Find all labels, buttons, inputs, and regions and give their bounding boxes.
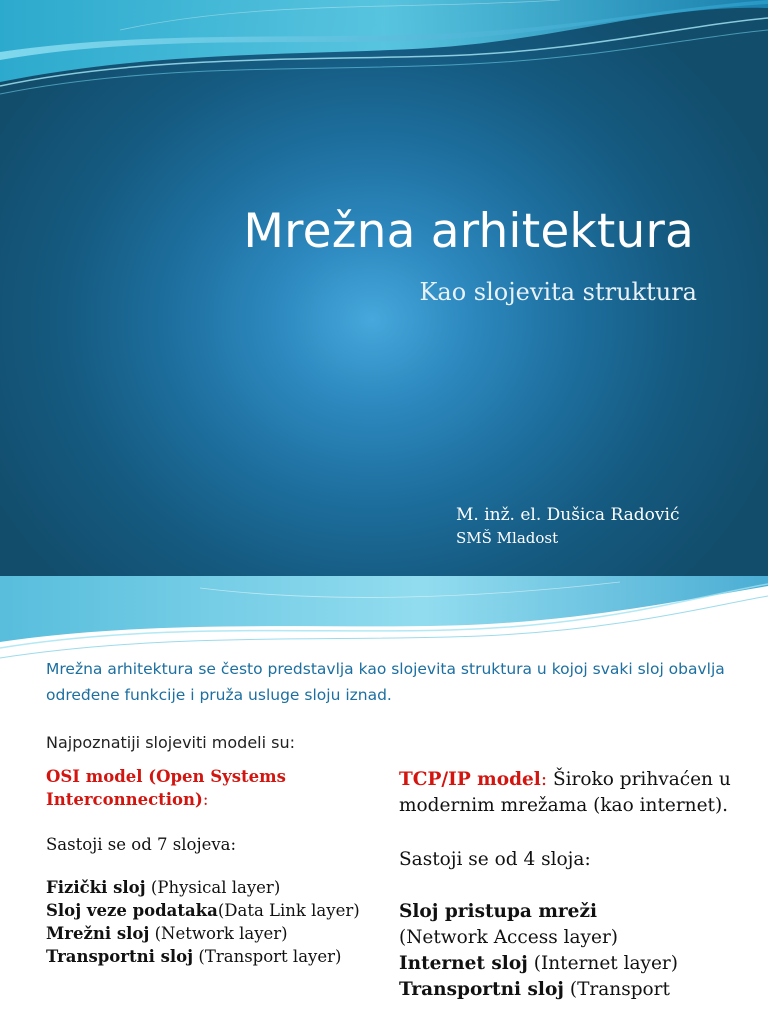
osi-layer-desc: (Transport layer) (193, 947, 342, 966)
tcpip-layer-item (399, 899, 739, 951)
osi-model-column (46, 765, 366, 968)
author-name: M. inž. el. Dušica Radović (456, 505, 680, 525)
tcpip-layer-name: Transportni sloj (399, 979, 564, 1000)
tcpip-model-column (399, 767, 739, 1003)
osi-layer-name: Mrežni sloj (46, 924, 150, 943)
slide-title: Mrežna arhitektura (243, 204, 694, 259)
osi-layer-item (46, 876, 366, 899)
osi-layer-desc: (Physical layer) (145, 878, 281, 897)
osi-layer-name: Transportni sloj (46, 947, 194, 966)
content-slide (0, 576, 768, 1024)
tcpip-layer-desc: (Transport (563, 979, 670, 1000)
osi-layer-item (46, 899, 366, 922)
tcpip-heading (399, 767, 739, 819)
osi-layer-desc: (Network layer) (149, 924, 288, 943)
osi-heading (46, 765, 366, 811)
tcpip-heading-colon: : (540, 769, 553, 790)
osi-layer-name: Sloj veze podataka (46, 901, 218, 920)
osi-heading-label: OSI model (Open Systems Interconnection) (46, 767, 286, 809)
intro-paragraph: Mrežna arhitektura se često predstavlja kao slojevita struktura u kojoj svaki sloj obavlja određene funkcije i pruža usluge sloju iznad. (46, 660, 725, 704)
osi-layers-intro: Sastoji se od 7 slojeva: (46, 835, 237, 854)
models-lead-text: Najpoznatiji slojeviti modeli su: (46, 733, 295, 752)
top-wave-decoration (0, 576, 768, 666)
osi-layer-item (46, 922, 366, 945)
tcpip-description: Široko prihvaćen u modernim mrežama (kao internet). (399, 769, 731, 816)
osi-layer-desc: (Data Link layer) (217, 901, 360, 920)
tcpip-heading-label: TCP/IP model (399, 769, 541, 790)
school-name: SMŠ Mladost (456, 529, 559, 547)
osi-layer-name: Fizički sloj (46, 878, 146, 897)
osi-layer-item (46, 945, 366, 968)
tcpip-layer-name: Sloj pristupa mreži (399, 901, 597, 922)
top-wave-decoration (0, 0, 768, 110)
tcpip-layer-name: Internet sloj (399, 953, 528, 974)
slide-subtitle: Kao slojevita struktura (419, 278, 697, 306)
tcpip-layer-item (399, 977, 739, 1003)
tcpip-layer-desc: (Internet layer) (527, 953, 678, 974)
osi-heading-colon: : (202, 790, 209, 809)
tcpip-layer-item (399, 951, 739, 977)
tcpip-layer-desc: (Network Access layer) (399, 927, 619, 948)
tcpip-layers-intro: Sastoji se od 4 sloja: (399, 849, 591, 870)
